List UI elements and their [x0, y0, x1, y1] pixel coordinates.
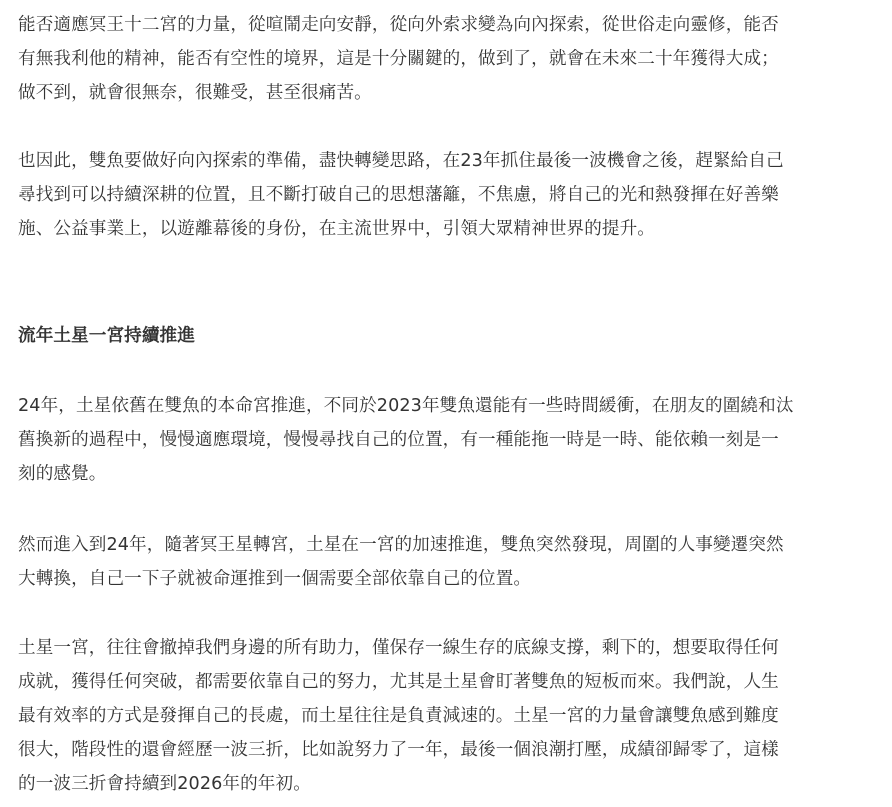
- paragraph-line: 尋找到可以持續深耕的位置，且不斷打破自己的思想藩籬，不焦慮，將自己的光和熱發揮在好善樂: [18, 185, 779, 205]
- paragraph-line: 最有效率的方式是發揮自己的長處，而土星往往是負責減速的。土星一宮的力量會讓雙魚感到難度: [18, 706, 779, 726]
- paragraph-line: 舊換新的過程中，慢慢適應環境，慢慢尋找自己的位置，有一種能拖一時是一時、能依賴一刻是一: [18, 430, 779, 450]
- paragraph-line: 土星一宮，往往會撤掉我們身邊的所有助力，僅保存一線生存的底線支撐，剩下的，想要取得任何: [18, 638, 779, 658]
- paragraph-line: 成就，獲得任何突破，都需要依靠自己的努力，尤其是土星會盯著雙魚的短板而來。我們說，人生: [18, 672, 779, 692]
- section-heading: 流年土星一宮持續推進: [18, 326, 195, 346]
- paragraph-line: 也因此，雙魚要做好向內探索的準備，盡快轉變思路，在23年抓住最後一波機會之後，趕緊給自己: [18, 151, 784, 171]
- paragraph-saturn-2024: [18, 389, 892, 491]
- paragraph-line: 然而進入到24年，隨著冥王星轉宮，土星在一宮的加速推進，雙魚突然發現，周圍的人事變遷突然: [18, 535, 784, 555]
- paragraph-line: 能否適應冥王十二宮的力量，從喧鬧走向安靜，從向外索求變為向內探索，從世俗走向靈修，能否: [18, 15, 779, 35]
- paragraph-line: 大轉換，自己一下子就被命運推到一個需要全部依靠自己的位置。: [18, 569, 532, 589]
- paragraph-pluto-transit: [18, 528, 892, 596]
- paragraph-line: 的一波三折會持續到2026年的年初。: [18, 774, 311, 794]
- paragraph-inner-exploration: [18, 144, 892, 246]
- paragraph-line: 24年，土星依舊在雙魚的本命宮推進，不同於2023年雙魚還能有一些時間緩衝，在朋友的圍繞和汰: [18, 396, 794, 416]
- paragraph-line: 刻的感覺。: [18, 464, 107, 484]
- paragraph-saturn-first-house: [18, 631, 892, 801]
- paragraph-line: 很大，階段性的還會經歷一波三折，比如說努力了一年，最後一個浪潮打壓，成績卻歸零了，這樣: [18, 740, 779, 760]
- paragraph-pluto-twelfth-house: [18, 8, 892, 110]
- paragraph-line: 施、公益事業上，以遊離幕後的身份，在主流世界中，引領大眾精神世界的提升。: [18, 219, 655, 239]
- paragraph-line: 做不到，就會很無奈，很難受，甚至很痛苦。: [18, 83, 372, 103]
- paragraph-line: 有無我利他的精神，能否有空性的境界，這是十分關鍵的，做到了，就會在未來二十年獲得大成；: [18, 49, 779, 69]
